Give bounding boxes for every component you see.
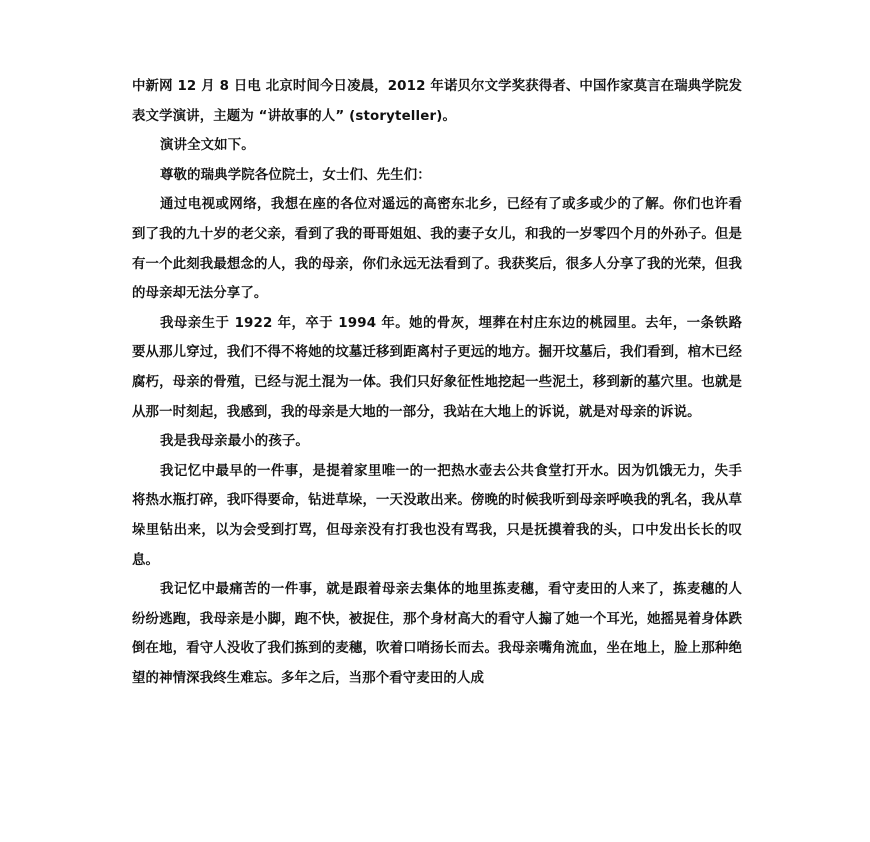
paragraph-body-5: 我记忆中最痛苦的一件事，就是跟着母亲去集体的地里拣麦穗，看守麦田的人来了，拣麦穗的人纷纷逃跑，我母亲是小脚，跑不快，被捉住，那个身材高大的看守人搧了她一个耳光，她摇晃着身体跌倒在地，看守人没收了我们拣到的麦穗，吹着口哨扬长而去。我母亲嘴角流血，坐在地上，脸上那种绝望的神情深我终生难忘。多年之后，当那个看守麦田的人成 <box>132 582 742 686</box>
paragraph-salutation: 尊敬的瑞典学院各位院士，女士们、先生们： <box>160 167 431 183</box>
paragraph-intro: 中新网 12 月 8 日电 北京时间今日凌晨，2012 年诺贝尔文学奖获得者、中国作家莫言在瑞典学院发表文学演讲，主题为 “讲故事的人” (storyteller)。 <box>132 79 742 124</box>
paragraph-body-2: 我母亲生于 1922 年，卒于 1994 年。她的骨灰，埋葬在村庄东边的桃园里。去年，一条铁路要从那儿穿过，我们不得不将她的坟墓迁移到距离村子更远的地方。掘开坟墓后，我们看到，棺木已经腐朽，母亲的骨殖，已经与泥土混为一体。我们只好象征性地挖起一些泥土，移到新的墓穴里。也就是从那一时刻起，我感到，我的母亲是大地的一部分，我站在大地上的诉说，就是对母亲的诉说。 <box>132 315 742 420</box>
paragraph-body-1: 通过电视或网络，我想在座的各位对遥远的高密东北乡，已经有了或多或少的了解。你们也许看到了我的九十岁的老父亲，看到了我的哥哥姐姐、我的妻子女儿，和我的一岁零四个月的外孙子。但是有一个此刻我最想念的人，我的母亲，你们永远无法看到了。我获奖后，很多人分享了我的光荣，但我的母亲却无法分享了。 <box>132 197 742 302</box>
paragraph-full-text-note: 演讲全文如下。 <box>160 138 255 154</box>
paragraph-body-4: 我记忆中最早的一件事，是提着家里唯一的一把热水壶去公共食堂打开水。因为饥饿无力，失手将热水瓶打碎，我吓得要命，钻进草垛，一天没敢出来。傍晚的时候我听到母亲呼唤我的乳名，我从草垛里钻出来，以为会受到打骂，但母亲没有打我也没有骂我，只是抚摸着我的头，口中发出长长的叹息。 <box>132 463 742 568</box>
document-body <box>132 72 742 693</box>
paragraph-body-3: 我是我母亲最小的孩子。 <box>160 434 309 450</box>
